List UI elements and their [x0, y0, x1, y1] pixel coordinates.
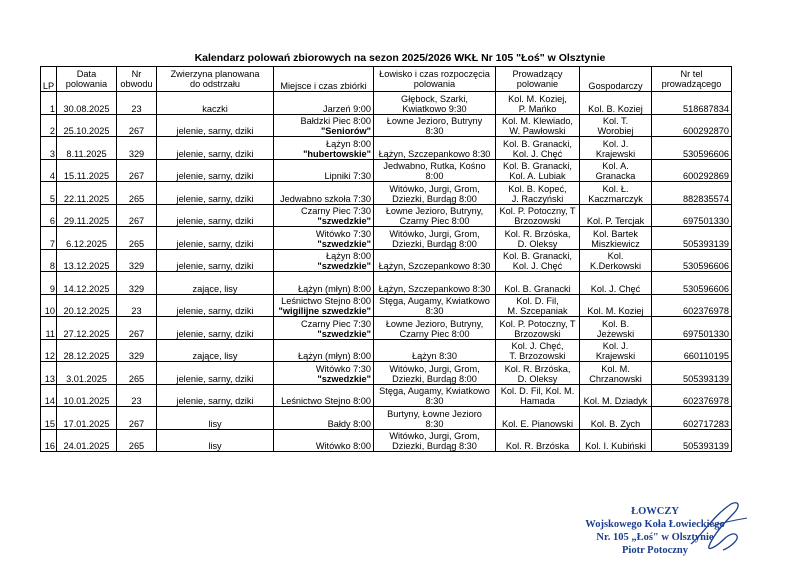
header-leader: Prowadzący polowanie [496, 67, 580, 92]
cell-phone: 697501330 [652, 317, 732, 340]
cell-date: 30.08.2025 [57, 92, 117, 115]
cell-host [580, 114, 652, 137]
cell-hunting-ground-line: Łążyn, Szczepankowo 8:30 [378, 148, 491, 159]
cell-host [580, 339, 652, 362]
cell-phone: 602717283 [652, 407, 732, 430]
cell-phone: 505393139 [652, 362, 732, 385]
cell-hunting-ground-line: Łążyn, Szczepankowo 8:30 [378, 261, 491, 271]
cell-district: 23 [117, 294, 157, 317]
cell-leader [496, 227, 580, 250]
cell-meeting-place [274, 384, 374, 407]
cell-leader-line: Kol. B. Granacki [504, 283, 571, 294]
cell-game: jelenie, sarny, dziki [157, 114, 274, 137]
cell-lp: 3 [41, 137, 57, 160]
cell-leader-line: Kol. R. Brzóska [505, 441, 570, 451]
cell-district: 23 [117, 384, 157, 407]
cell-phone: 530596606 [652, 272, 732, 295]
cell-leader [496, 249, 580, 272]
cell-hunting-ground [374, 429, 496, 452]
cell-host [580, 159, 652, 182]
cell-hunting-ground-line: Jedwabno, Rutka, Kośno [383, 161, 486, 171]
cell-date: 25.10.2025 [57, 114, 117, 137]
cell-leader-line: Kol. R. Brzóska, [504, 363, 571, 374]
cell-hunting-ground [374, 182, 496, 205]
cell-hunting-ground-line: Dziezki, Burdąg 8:00 [392, 193, 477, 204]
cell-hunting-ground-line: Dziezki, Burdąg 8:00 [392, 238, 477, 249]
cell-district: 267 [117, 114, 157, 137]
cell-hunting-ground [374, 407, 496, 430]
cell-leader-line: Kol. J. Chęć [512, 148, 563, 159]
cell-leader-line: T. Brzozowski [509, 351, 566, 361]
cell-host [580, 317, 652, 340]
stamp-line-number: Nr. 105 „Łoś" w Olsztynie [596, 532, 714, 543]
table-row [41, 227, 732, 250]
cell-leader-line: Kol. P. Potoczny, T [499, 206, 576, 216]
cell-meeting-place [274, 114, 374, 137]
cell-host [580, 384, 652, 407]
cell-host-line: Krajewski [595, 351, 636, 361]
table-row [41, 362, 732, 385]
cell-phone: 697501330 [652, 204, 732, 227]
cell-hunting-ground [374, 272, 496, 295]
cell-meeting-place [274, 137, 374, 160]
cell-lp: 5 [41, 182, 57, 205]
table-row [41, 92, 732, 115]
cell-leader-line: D. Oleksy [517, 373, 558, 384]
cell-hunting-ground [374, 249, 496, 272]
cell-meeting-place-line: Łążyn 8:00 [326, 138, 371, 149]
cell-hunting-ground-line: Stęga, Augamy, Kwiatkowo [379, 296, 490, 306]
cell-district: 329 [117, 137, 157, 160]
cell-hunting-ground-line: Łowne Jezioro, Butryny, [385, 206, 484, 216]
cell-leader-line: Kol. P. Potoczny, T [499, 318, 576, 329]
cell-meeting-place-line: Czarny Piec 7:30 [301, 318, 371, 329]
cell-host [580, 407, 652, 430]
header-meeting-place: Miejsce i czas zbiórki [274, 67, 374, 92]
cell-hunting-ground-line: Kwiatkowo 9:30 [402, 103, 467, 114]
cell-hunting-ground-line: Łowne Jezioro, Butryny [386, 116, 483, 126]
table-row [41, 407, 732, 430]
cell-hunting-ground [374, 362, 496, 385]
cell-district: 329 [117, 272, 157, 295]
cell-host [580, 204, 652, 227]
cell-meeting-place [274, 407, 374, 430]
cell-host-line: Kol. B. Zych [590, 418, 641, 429]
cell-district: 329 [117, 249, 157, 272]
cell-leader [496, 204, 580, 227]
hunter-stamp [560, 505, 750, 557]
cell-meeting-place-line: Bałdzki Piec 8:00 [300, 116, 371, 126]
cell-host-line: Kol. J. [602, 138, 629, 149]
header-lp: LP [41, 67, 57, 92]
cell-meeting-place [274, 317, 374, 340]
cell-phone: 600292870 [652, 114, 732, 137]
cell-leader [496, 137, 580, 160]
cell-meeting-place-line: "szwedzkie" [317, 261, 371, 271]
cell-game: kaczki [157, 92, 274, 115]
cell-host-line: Kol. B. Koziej [588, 103, 643, 114]
cell-leader [496, 362, 580, 385]
cell-game: jelenie, sarny, dziki [157, 137, 274, 160]
stamp-line-title: ŁOWCZY [631, 506, 679, 517]
cell-host-line: Kol. J. [602, 341, 629, 351]
cell-meeting-place-line: Czarny Piec 7:30 [301, 206, 371, 216]
cell-hunting-ground-line: Łążyn, Szczepankowo 8:30 [378, 283, 491, 294]
cell-lp: 15 [41, 407, 57, 430]
header-game: Zwierzyna planowana do odstrzału [157, 67, 274, 92]
cell-leader [496, 92, 580, 115]
cell-hunting-ground-line: 8:30 [425, 306, 444, 316]
cell-host-line: Kol. T. [602, 116, 629, 126]
cell-game: zające, lisy [157, 272, 274, 295]
cell-hunting-ground [374, 317, 496, 340]
cell-hunting-ground [374, 227, 496, 250]
cell-host-line: Kol. M. Dziadyk [583, 396, 648, 406]
cell-hunting-ground [374, 114, 496, 137]
cell-game: jelenie, sarny, dziki [157, 159, 274, 182]
cell-district: 265 [117, 362, 157, 385]
cell-game: jelenie, sarny, dziki [157, 294, 274, 317]
cell-meeting-place-line: Leśnictwo Stejno 8:00 [281, 396, 371, 406]
cell-meeting-place [274, 159, 374, 182]
cell-leader-line: D. Oleksy [517, 238, 558, 249]
cell-hunting-ground-line: Głębock, Szarki, [401, 93, 468, 104]
cell-date: 24.01.2025 [57, 429, 117, 452]
cell-hunting-ground-line: Witówko, Jurgi, Grom, [389, 431, 480, 441]
cell-hunting-ground-line: Burtyny, Łowne Jezioro [387, 408, 482, 419]
cell-game: zające, lisy [157, 339, 274, 362]
cell-hunting-ground-line: Stęga, Augamy, Kwiatkowo [379, 386, 490, 396]
cell-host [580, 92, 652, 115]
cell-host [580, 362, 652, 385]
cell-game: lisy [157, 429, 274, 452]
cell-host-line: Kol. J. Chęć [590, 283, 641, 294]
cell-meeting-place-line: Leśnictwo Stejno 8:00 [281, 296, 371, 306]
cell-host-line: Chrzanowski [589, 373, 642, 384]
cell-hunting-ground-line: Czarny Piec 8:00 [399, 328, 470, 339]
cell-leader-line: Kol. B. Granacki, [503, 161, 572, 171]
cell-date: 17.01.2025 [57, 407, 117, 430]
cell-date: 13.12.2025 [57, 249, 117, 272]
cell-host-line: Kaczmarczyk [588, 193, 643, 204]
cell-host-line: Kol. M. Koziej [587, 306, 644, 316]
cell-meeting-place-line: Łążyn (młyn) 8:00 [297, 351, 371, 361]
cell-district: 267 [117, 159, 157, 182]
cell-leader-line: M. Szcepaniak [507, 306, 568, 316]
cell-lp: 1 [41, 92, 57, 115]
table-row [41, 114, 732, 137]
cell-leader-line: Kol. M. Koziej, [508, 93, 567, 104]
cell-district: 265 [117, 429, 157, 452]
cell-host-line: Kol. [607, 251, 624, 261]
table-row [41, 159, 732, 182]
table-body [41, 92, 732, 452]
cell-hunting-ground [374, 159, 496, 182]
cell-leader [496, 182, 580, 205]
cell-host [580, 249, 652, 272]
cell-meeting-place [274, 272, 374, 295]
cell-meeting-place-line: Witówko 7:30 [315, 363, 371, 374]
cell-date: 27.12.2025 [57, 317, 117, 340]
cell-leader-line: Kol. B. Granacki, [503, 251, 572, 261]
cell-hunting-ground-line: Witówko, Jurgi, Grom, [389, 363, 480, 374]
cell-meeting-place-line: Witówko 7:30 [315, 228, 371, 239]
stamp-line-club: Wojskowego Koła Łowieckiego [585, 519, 725, 530]
cell-district: 265 [117, 182, 157, 205]
cell-phone: 602376978 [652, 384, 732, 407]
cell-phone: 882835574 [652, 182, 732, 205]
cell-game: jelenie, sarny, dziki [157, 204, 274, 227]
table-row [41, 317, 732, 340]
cell-meeting-place-line: "wigilijne szwedzkie" [278, 306, 371, 316]
cell-hunting-ground-line: Dziezki, Burdąg 8:30 [392, 441, 477, 451]
cell-leader [496, 339, 580, 362]
cell-leader-line: Hamada [520, 396, 555, 406]
cell-hunting-ground [374, 92, 496, 115]
cell-leader-line: W. Pawłowski [509, 126, 566, 136]
stamp-line-name: Piotr Potoczny [622, 545, 688, 556]
cell-leader-line: Brzozowski [514, 216, 561, 226]
cell-host-line: Kol. I. Kubiński [585, 441, 646, 451]
cell-leader-line: Kol. E. Pianowski [502, 418, 573, 429]
cell-leader [496, 384, 580, 407]
cell-phone: 600292869 [652, 159, 732, 182]
cell-phone: 505393139 [652, 227, 732, 250]
cell-meeting-place [274, 249, 374, 272]
cell-date: 6.12.2025 [57, 227, 117, 250]
cell-host-line: Granacka [595, 171, 636, 181]
cell-meeting-place-line: Witówko 8:00 [315, 441, 371, 451]
cell-game: lisy [157, 407, 274, 430]
table-row [41, 384, 732, 407]
cell-phone: 518687834 [652, 92, 732, 115]
cell-leader-line: Kol. J. Chęć [512, 261, 563, 271]
cell-date: 29.11.2025 [57, 204, 117, 227]
cell-leader [496, 159, 580, 182]
cell-hunting-ground-line: Łążyn 8:30 [412, 351, 457, 361]
cell-host-line: Kol. M. [601, 363, 630, 374]
cell-game: jelenie, sarny, dziki [157, 227, 274, 250]
table-row [41, 339, 732, 362]
cell-hunting-ground [374, 339, 496, 362]
cell-meeting-place-line: "Seniorów" [320, 126, 371, 136]
cell-lp: 6 [41, 204, 57, 227]
cell-game: jelenie, sarny, dziki [157, 317, 274, 340]
cell-meeting-place [274, 429, 374, 452]
cell-host-line: Miszkiewicz [591, 238, 640, 249]
cell-phone: 602376978 [652, 294, 732, 317]
cell-game: jelenie, sarny, dziki [157, 384, 274, 407]
header-phone: Nr tel prowadzącego [652, 67, 732, 92]
cell-leader-line: Kol. A. Lubiak [509, 171, 566, 181]
table-row [41, 204, 732, 227]
cell-leader [496, 407, 580, 430]
cell-host [580, 272, 652, 295]
cell-host [580, 429, 652, 452]
cell-hunting-ground-line: 8:30 [425, 126, 444, 136]
table-row [41, 429, 732, 452]
cell-phone: 530596606 [652, 137, 732, 160]
cell-lp: 9 [41, 272, 57, 295]
cell-host-line: Kol. Bartek [593, 228, 638, 239]
table-row [41, 137, 732, 160]
table-row [41, 294, 732, 317]
cell-date: 8.11.2025 [57, 137, 117, 160]
cell-game: jelenie, sarny, dziki [157, 182, 274, 205]
cell-hunting-ground-line: 8:30 [425, 396, 444, 406]
cell-date: 22.11.2025 [57, 182, 117, 205]
cell-meeting-place [274, 204, 374, 227]
cell-game: jelenie, sarny, dziki [157, 249, 274, 272]
cell-host-line: Kol. A. [602, 161, 629, 171]
cell-lp: 16 [41, 429, 57, 452]
cell-hunting-ground-line: 8:00 [425, 171, 444, 181]
cell-meeting-place [274, 339, 374, 362]
cell-leader-line: Kol. R. Brzóska, [504, 228, 571, 239]
cell-meeting-place-line: Jarzeń 9:00 [322, 103, 371, 114]
cell-hunting-ground-line: 8:30 [425, 418, 444, 429]
cell-meeting-place-line: "szwedzkie" [317, 373, 371, 384]
cell-hunting-ground [374, 294, 496, 317]
header-row [41, 67, 732, 92]
cell-leader [496, 429, 580, 452]
cell-hunting-ground-line: Czarny Piec 8:00 [399, 216, 470, 226]
header-hunting-ground: Łowisko i czas rozpoczęcia polowania [374, 67, 496, 92]
cell-phone: 660110195 [652, 339, 732, 362]
cell-meeting-place [274, 227, 374, 250]
cell-date: 14.12.2025 [57, 272, 117, 295]
table-row [41, 249, 732, 272]
header-date: Data polowania [57, 67, 117, 92]
cell-host-line: Kol. B. [601, 318, 630, 329]
cell-meeting-place-line: "szwedzkie" [317, 238, 371, 249]
cell-date: 20.12.2025 [57, 294, 117, 317]
cell-district: 267 [117, 407, 157, 430]
cell-host [580, 182, 652, 205]
cell-meeting-place-line: Bałdy 8:00 [327, 418, 371, 429]
cell-hunting-ground-line: Dziezki, Burdąg 8:00 [392, 373, 477, 384]
cell-leader [496, 114, 580, 137]
cell-hunting-ground [374, 204, 496, 227]
cell-district: 265 [117, 227, 157, 250]
cell-meeting-place [274, 294, 374, 317]
table-row [41, 182, 732, 205]
cell-leader-line: Kol. B. Granacki, [503, 138, 572, 149]
cell-lp: 12 [41, 339, 57, 362]
cell-lp: 8 [41, 249, 57, 272]
header-district: Nr obwodu [117, 67, 157, 92]
cell-host-line: Jeżewski [596, 328, 635, 339]
cell-district: 23 [117, 92, 157, 115]
cell-meeting-place-line: Łążyn (młyn) 8:00 [297, 283, 371, 294]
cell-host-line: Kol. P. Tercjak [586, 216, 645, 226]
cell-lp: 13 [41, 362, 57, 385]
cell-host-line: Kol. Ł. [602, 183, 629, 194]
cell-hunting-ground-line: Witówko, Jurgi, Grom, [389, 183, 480, 194]
cell-lp: 11 [41, 317, 57, 340]
cell-host-line: Worobiej [597, 126, 634, 136]
cell-meeting-place [274, 362, 374, 385]
cell-meeting-place-line: Lipniki 7:30 [324, 171, 371, 181]
cell-date: 10.01.2025 [57, 384, 117, 407]
cell-leader-line: J. Raczyński [511, 193, 564, 204]
cell-district: 267 [117, 204, 157, 227]
cell-hunting-ground [374, 137, 496, 160]
hunting-calendar-table [40, 66, 732, 452]
cell-leader [496, 294, 580, 317]
cell-meeting-place-line: "szwedzkie" [317, 216, 371, 226]
cell-leader-line: Kol. B. Kopeć, [508, 183, 567, 194]
cell-host-line: K.Derkowski [589, 261, 642, 271]
cell-leader [496, 272, 580, 295]
cell-host-line: Krajewski [595, 148, 636, 159]
cell-meeting-place-line: "hubertowskie" [303, 148, 371, 159]
cell-lp: 7 [41, 227, 57, 250]
cell-district: 267 [117, 317, 157, 340]
document-title: Kalendarz polowań zbiorowych na sezon 2025/2026 WKŁ Nr 105 "Łoś" w Olsztynie [194, 52, 606, 64]
cell-meeting-place [274, 92, 374, 115]
cell-leader-line: P. Mańko [518, 103, 557, 114]
cell-date: 15.11.2025 [57, 159, 117, 182]
cell-date: 28.12.2025 [57, 339, 117, 362]
cell-leader-line: Brzozowski [514, 328, 561, 339]
cell-meeting-place [274, 182, 374, 205]
cell-leader-line: Kol. D. Fil, [516, 296, 559, 306]
cell-host [580, 137, 652, 160]
cell-leader-line: Kol. J. Chęć, [511, 341, 564, 351]
cell-game: jelenie, sarny, dziki [157, 362, 274, 385]
cell-lp: 14 [41, 384, 57, 407]
cell-phone: 530596606 [652, 249, 732, 272]
cell-leader-line: Kol. D. Fil, Kol. M. [500, 386, 575, 396]
cell-lp: 2 [41, 114, 57, 137]
cell-hunting-ground [374, 384, 496, 407]
table-row [41, 272, 732, 295]
cell-host [580, 294, 652, 317]
cell-meeting-place-line: Łążyn 8:00 [326, 251, 371, 261]
cell-hunting-ground-line: Witówko, Jurgi, Grom, [389, 228, 480, 239]
cell-host [580, 227, 652, 250]
cell-phone: 505393139 [652, 429, 732, 452]
cell-district: 329 [117, 339, 157, 362]
cell-meeting-place-line: "szwedzkie" [317, 328, 371, 339]
cell-lp: 10 [41, 294, 57, 317]
cell-meeting-place-line: Jedwabno szkoła 7:30 [280, 193, 371, 204]
cell-date: 3.01.2025 [57, 362, 117, 385]
header-host: Gospodarczy [580, 67, 652, 92]
cell-leader [496, 317, 580, 340]
cell-leader-line: Kol. M. Klewiado, [502, 116, 573, 126]
cell-lp: 4 [41, 159, 57, 182]
cell-hunting-ground-line: Łowne Jezioro, Butryny, [385, 318, 484, 329]
